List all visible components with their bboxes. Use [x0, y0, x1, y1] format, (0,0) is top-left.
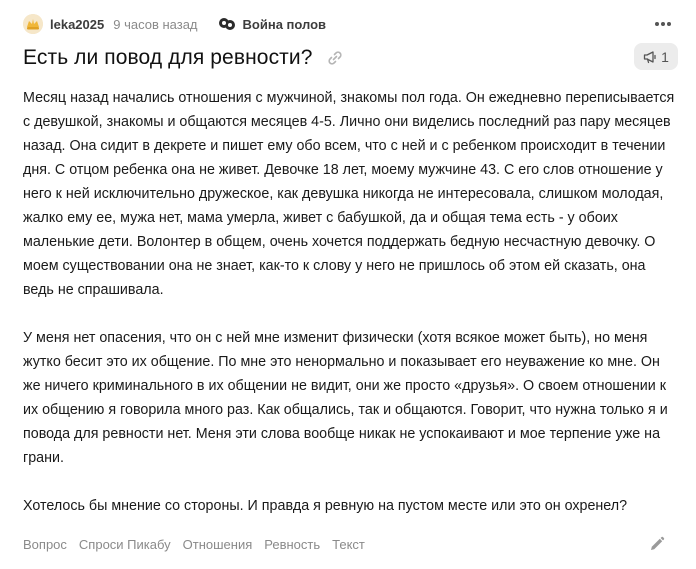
author-name[interactable]: leka2025	[50, 16, 105, 32]
megaphone-icon	[643, 50, 657, 64]
post-header	[23, 12, 673, 36]
tags-bar	[23, 534, 666, 554]
boost-button[interactable]	[634, 43, 678, 70]
post-body	[23, 86, 675, 542]
avatar-icon	[23, 14, 43, 34]
tag-question[interactable]: Вопрос	[23, 536, 67, 552]
tag-jealousy[interactable]: Ревность	[264, 536, 321, 552]
tag-text[interactable]: Текст	[332, 536, 365, 552]
tag-ask-pikabu[interactable]: Спроси Пикабу	[78, 536, 171, 552]
boost-count: 1	[661, 48, 669, 65]
more-dots-icon	[654, 21, 672, 27]
more-options-button[interactable]	[653, 14, 673, 34]
gender-war-icon	[217, 14, 237, 34]
edit-pencil-icon[interactable]	[648, 535, 666, 553]
community-link[interactable]	[217, 14, 327, 34]
post-title[interactable]: Есть ли повод для ревности?	[23, 46, 313, 69]
post-paragraph: Хотелось бы мнение со стороны. И правда я ревную на пустом месте или это он охренел?	[23, 498, 628, 514]
link-icon[interactable]	[326, 49, 344, 67]
author-avatar[interactable]	[23, 14, 43, 34]
community-name: Война полов	[242, 16, 327, 32]
post-time: 9 часов назад	[113, 16, 198, 32]
tag-relationships[interactable]: Отношения	[182, 536, 253, 552]
post-paragraph: Месяц назад начались отношения с мужчиной, знакомы пол года. Он ежедневно переписывается с девушкой, знакомы и общаются месяцев 4-5. Лично они виделись последний раз пару месяцев назад. Она сидит в декрете и пишет ему обо всем, что с ней и с ребенком происходит в течении дня. С отцом ребенка она не живет. Девочке 18 лет, моему мужчине 43. С его слов отношение у него к ней исключительно дружеское, как девушка никогда не интересовала, слишком молодая, жалко ему ее, мужа нет, мама умерла, живет с бабушкой, да и общая тема есть - у обоих маленькие дети. Волонтер в общем, очень хочется поддержать бедную несчастную девочку. О моем существовании она не знает, как-то к слову у него не пришлось об этом ей сказать, она ведь не спрашивала.	[23, 90, 675, 298]
post-paragraph: У меня нет опасения, что он с ней мне изменит физически (хотя всякое может быть), но меня жутко бесит это их общение. По мне это ненормально и показывает его неуважение ко мне. Он же ничего криминального в их общении не видит, они же просто «друзья». О своем отношении к их общению я говорила много раз. Как общались, так и общаются. Говорит, что нужна только я и повода для ревности нет. Меня эти слова вообще никак не успокаивают и мое терпение уже на грани.	[23, 330, 668, 466]
title-row	[23, 43, 678, 73]
